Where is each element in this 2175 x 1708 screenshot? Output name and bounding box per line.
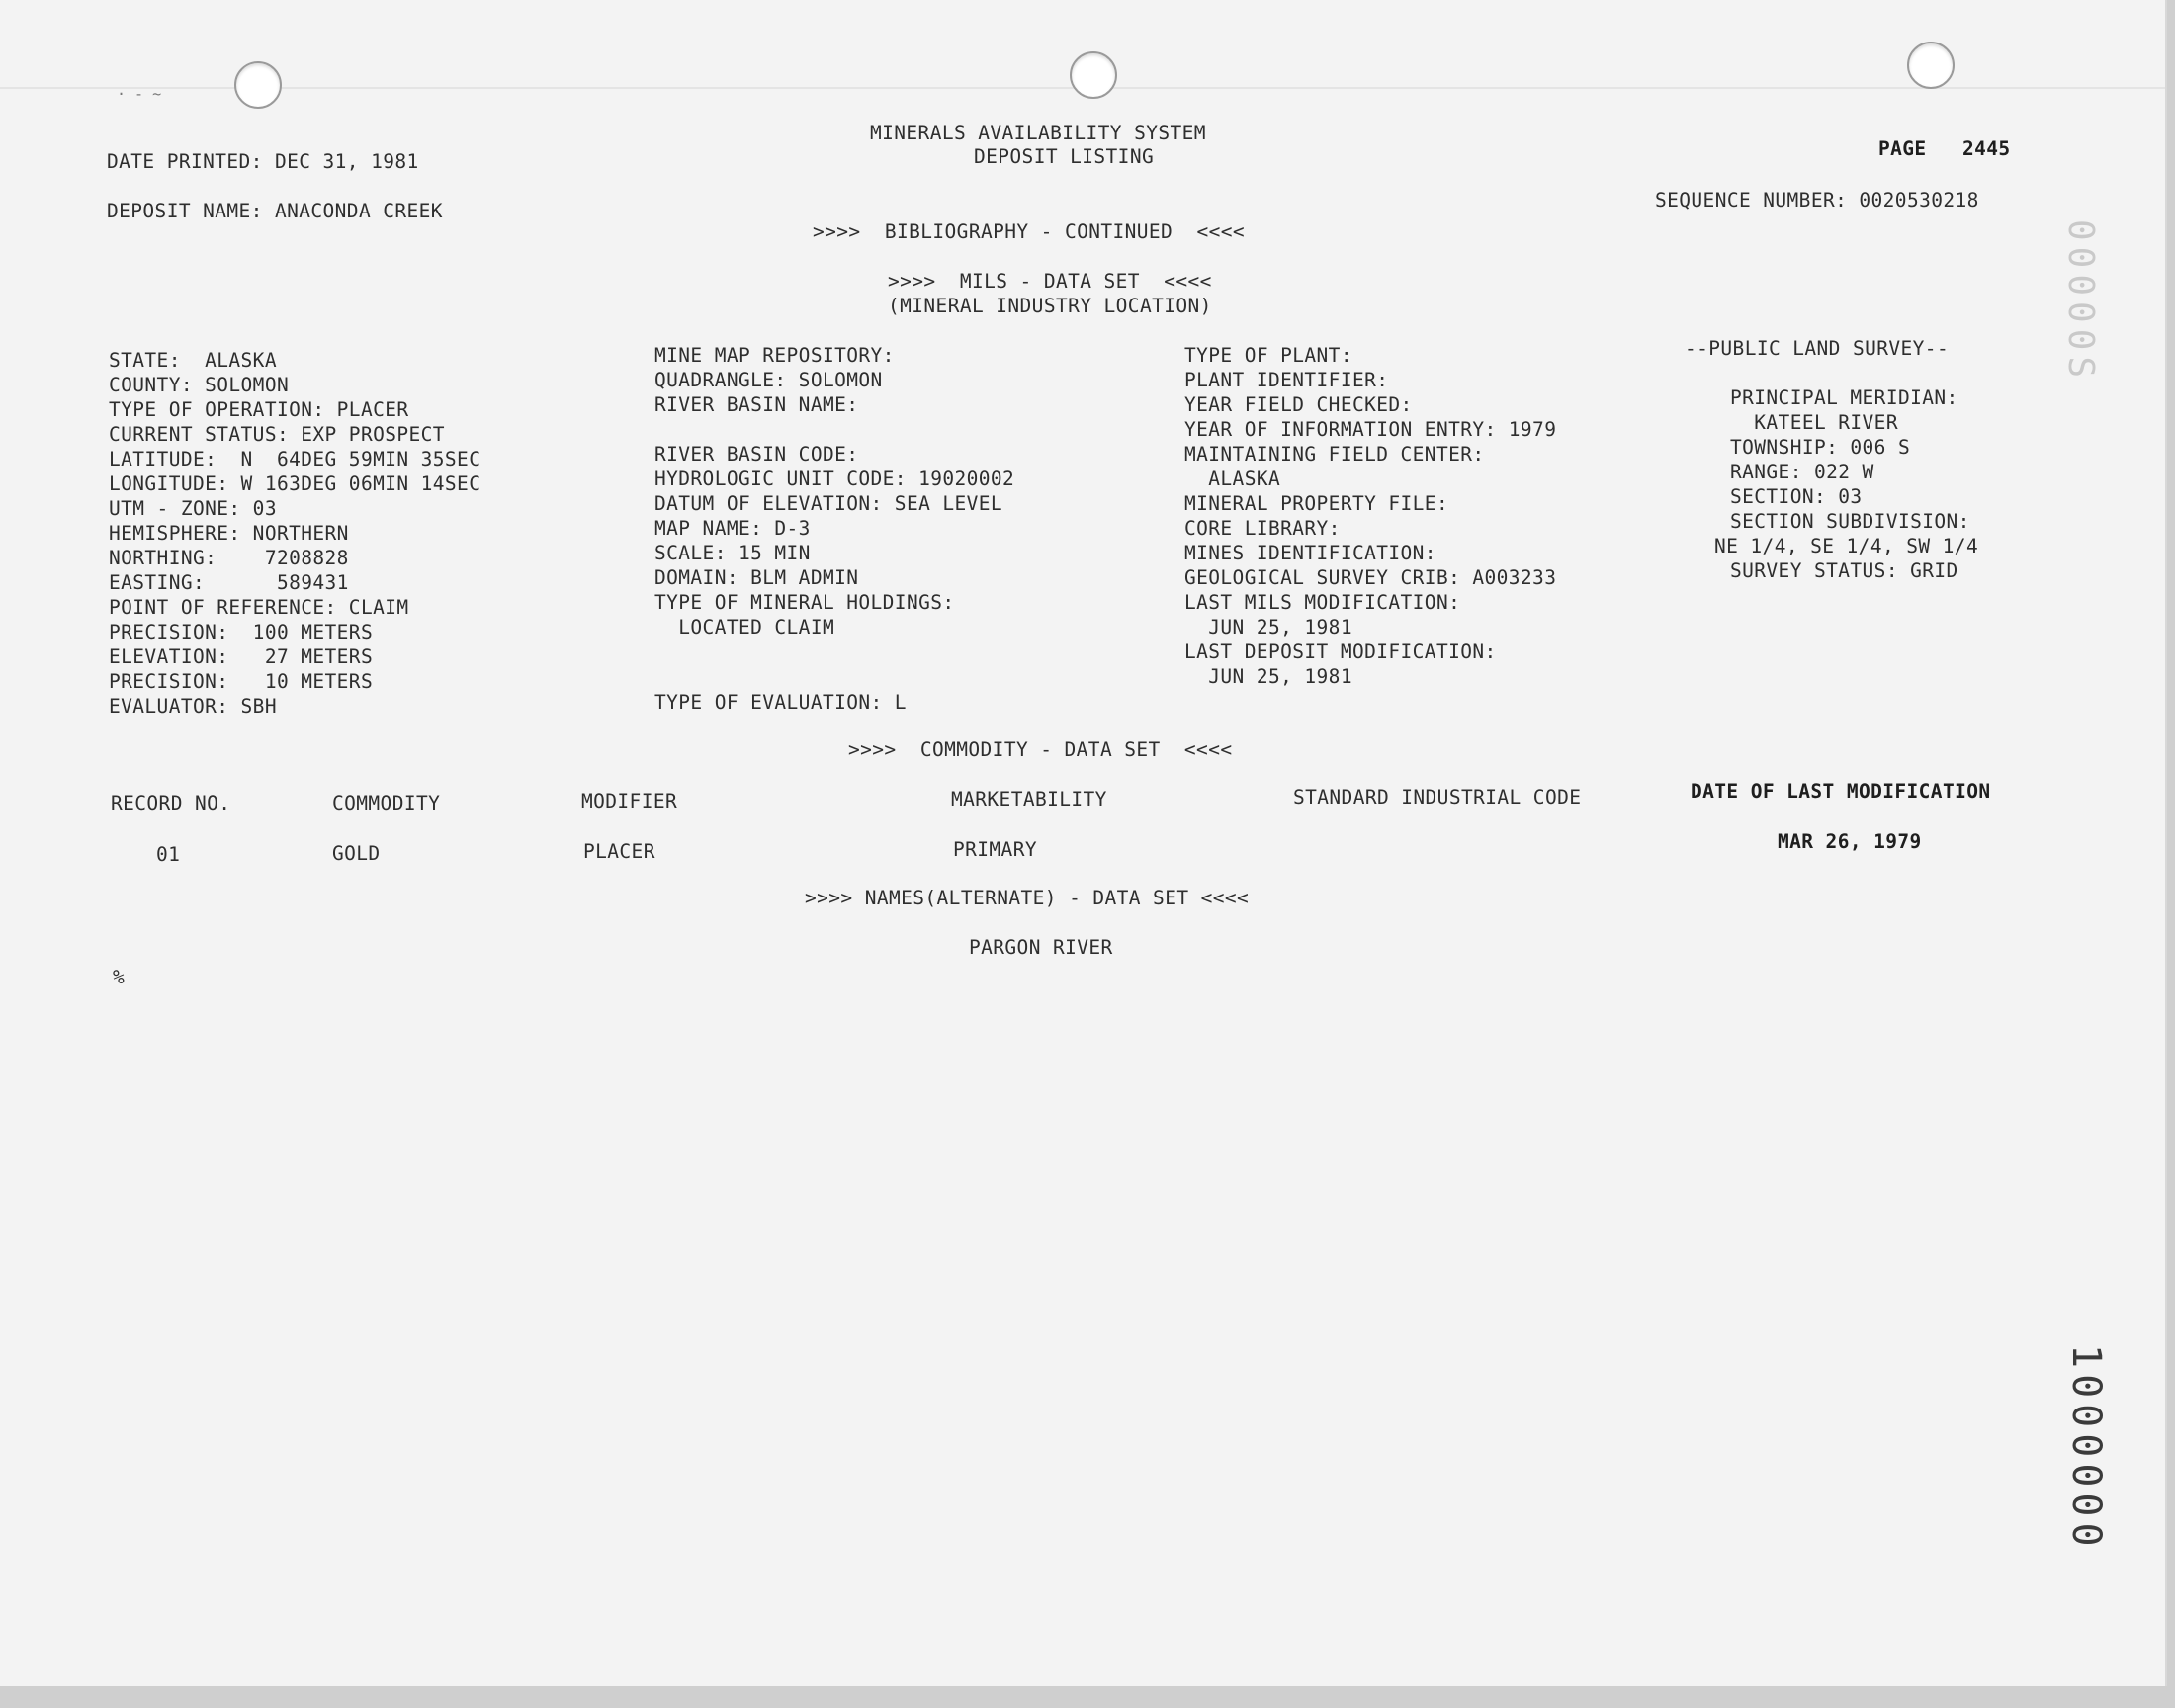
field-scale: SCALE: 15 MIN (654, 542, 811, 564)
field-northing: NORTHING: 7208828 (109, 547, 349, 569)
faint-margin-number: 00000S (2060, 219, 2101, 384)
field-mine-map-repository: MINE MAP REPOSITORY: (654, 344, 895, 367)
date-printed: DATE PRINTED: DEC 31, 1981 (107, 150, 419, 173)
side-frame-number: 1000000 (2063, 1344, 2109, 1553)
deposit-name: DEPOSIT NAME: ANACONDA CREEK (107, 200, 443, 222)
column-header-standard-industrial-code: STANDARD INDUSTRIAL CODE (1293, 786, 1582, 809)
cell-date-of-last-modification: MAR 26, 1979 (1778, 830, 1922, 853)
field-current-status: CURRENT STATUS: EXP PROSPECT (109, 423, 445, 446)
field-meridian-value: KATEEL RIVER (1730, 411, 1898, 434)
cell-record-no: 01 (156, 843, 181, 866)
field-section: SECTION: 03 (1730, 485, 1863, 508)
field-river-basin-code: RIVER BASIN CODE: (654, 443, 859, 466)
sequence-number: SEQUENCE NUMBER: 0020530218 (1655, 189, 1979, 212)
field-hemisphere: HEMISPHERE: NORTHERN (109, 522, 349, 545)
field-longitude: LONGITUDE: W 163DEG 06MIN 14SEC (109, 472, 481, 495)
field-range: RANGE: 022 W (1730, 461, 1874, 483)
mils-heading: >>>> MILS - DATA SET <<<< (888, 270, 1212, 293)
field-elevation: ELEVATION: 27 METERS (109, 645, 374, 668)
page-number: PAGE 2445 (1878, 137, 2011, 160)
commodity-heading: >>>> COMMODITY - DATA SET <<<< (848, 738, 1233, 761)
binder-hole (1907, 42, 1955, 89)
field-easting: EASTING: 589431 (109, 571, 349, 594)
field-section-subdivision: SECTION SUBDIVISION: (1730, 510, 1970, 533)
names-heading: >>>> NAMES(ALTERNATE) - DATA SET <<<< (805, 887, 1250, 909)
field-mineral-property-file: MINERAL PROPERTY FILE: (1184, 492, 1449, 515)
field-type-of-operation: TYPE OF OPERATION: PLACER (109, 398, 409, 421)
field-geological-survey-crib: GEOLOGICAL SURVEY CRIB: A003233 (1184, 566, 1557, 589)
column-header-date-of-last-modification: DATE OF LAST MODIFICATION (1691, 780, 1991, 803)
field-last-deposit-modification-date: JUN 25, 1981 (1184, 665, 1352, 688)
bibliography-heading: >>>> BIBLIOGRAPHY - CONTINUED <<<< (813, 220, 1246, 243)
cell-marketability: PRIMARY (953, 838, 1037, 861)
field-township: TOWNSHIP: 006 S (1730, 436, 1911, 459)
report-title: MINERALS AVAILABILITY SYSTEM (870, 122, 1206, 144)
field-type-of-mineral-holdings: TYPE OF MINERAL HOLDINGS: (654, 591, 955, 614)
field-survey-status: SURVEY STATUS: GRID (1730, 559, 1958, 582)
column-header-commodity: COMMODITY (332, 792, 441, 814)
field-county: COUNTY: SOLOMON (109, 374, 290, 396)
field-domain: DOMAIN: BLM ADMIN (654, 566, 859, 589)
cell-modifier: PLACER (583, 840, 655, 863)
report-subtitle: DEPOSIT LISTING (974, 145, 1155, 168)
field-type-of-plant: TYPE OF PLANT: (1184, 344, 1352, 367)
field-point-of-reference: POINT OF REFERENCE: CLAIM (109, 596, 409, 619)
binder-hole (234, 61, 282, 109)
column-header-modifier: MODIFIER (581, 790, 678, 812)
field-hydrologic-unit-code: HYDROLOGIC UNIT CODE: 19020002 (654, 468, 1015, 490)
field-map-name: MAP NAME: D-3 (654, 517, 811, 540)
field-section-subdivision-value: NE 1/4, SE 1/4, SW 1/4 (1714, 535, 1979, 557)
field-maintaining-field-center: MAINTAINING FIELD CENTER: (1184, 443, 1485, 466)
mils-subheading: (MINERAL INDUSTRY LOCATION) (888, 295, 1212, 317)
alternate-name: PARGON RIVER (969, 936, 1113, 959)
field-evaluator: EVALUATOR: SBH (109, 695, 277, 718)
field-river-basin-name: RIVER BASIN NAME: (654, 393, 859, 416)
field-located-claim: LOCATED CLAIM (654, 616, 835, 639)
field-year-of-information-entry: YEAR OF INFORMATION ENTRY: 1979 (1184, 418, 1557, 441)
field-datum-of-elevation: DATUM OF ELEVATION: SEA LEVEL (654, 492, 1003, 515)
column-header-marketability: MARKETABILITY (951, 788, 1107, 811)
field-mines-identification: MINES IDENTIFICATION: (1184, 542, 1436, 564)
column-header-record-no: RECORD NO. (111, 792, 231, 814)
field-utm-zone: UTM - ZONE: 03 (109, 497, 277, 520)
field-plant-identifier: PLANT IDENTIFIER: (1184, 369, 1389, 391)
field-last-deposit-modification: LAST DEPOSIT MODIFICATION: (1184, 640, 1497, 663)
field-last-mils-modification: LAST MILS MODIFICATION: (1184, 591, 1461, 614)
field-principal-meridian: PRINCIPAL MERIDIAN: (1730, 386, 1958, 409)
field-latitude: LATITUDE: N 64DEG 59MIN 35SEC (109, 448, 481, 470)
field-precision-elevation: PRECISION: 10 METERS (109, 670, 374, 693)
field-field-center-value: ALASKA (1184, 468, 1281, 490)
field-core-library: CORE LIBRARY: (1184, 517, 1341, 540)
pencil-mark: · ‑ ~ (117, 85, 162, 103)
field-last-mils-modification-date: JUN 25, 1981 (1184, 616, 1352, 639)
field-quadrangle: QUADRANGLE: SOLOMON (654, 369, 883, 391)
field-state: STATE: ALASKA (109, 349, 277, 372)
public-land-survey-heading: --PUBLIC LAND SURVEY-- (1685, 337, 1950, 360)
field-precision: PRECISION: 100 METERS (109, 621, 374, 643)
field-type-of-evaluation: TYPE OF EVALUATION: L (654, 691, 907, 714)
binder-hole (1070, 51, 1117, 99)
field-year-field-checked: YEAR FIELD CHECKED: (1184, 393, 1413, 416)
cell-commodity: GOLD (332, 842, 381, 865)
end-of-record-mark: % (113, 966, 126, 988)
